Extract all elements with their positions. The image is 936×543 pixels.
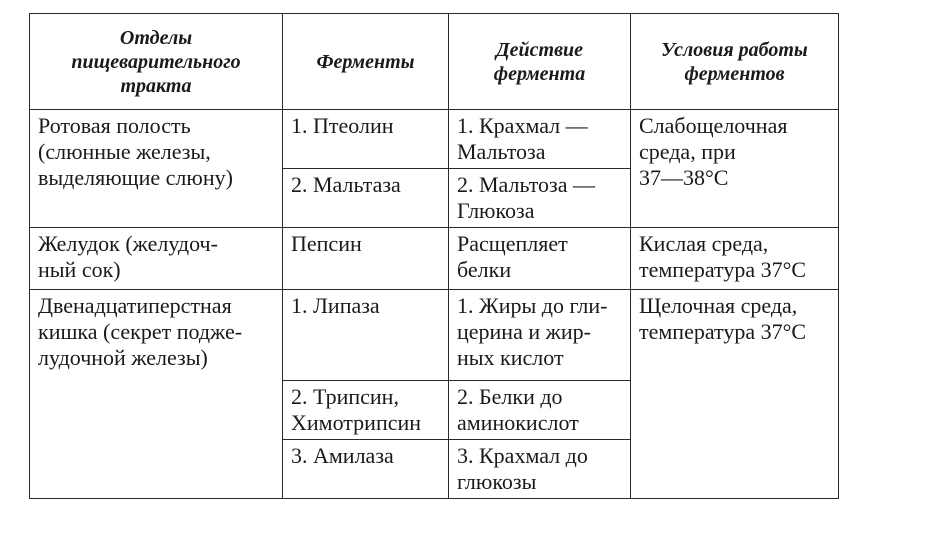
action-cell: 1. Жиры до гли- церина и жир- ных кислот bbox=[449, 290, 631, 381]
enzyme-cell: 2. Мальтаза bbox=[283, 169, 449, 228]
table-row bbox=[30, 290, 839, 381]
header-digestive-section: Отделы пищеварительного тракта bbox=[30, 14, 283, 110]
table-header-row bbox=[30, 14, 839, 110]
enzyme-cell: 2. Трипсин, Химотрипсин bbox=[283, 381, 449, 440]
header-enzymes: Ферменты bbox=[283, 14, 449, 110]
table-row bbox=[30, 110, 839, 169]
action-cell: 2. Мальтоза — Глюкоза bbox=[449, 169, 631, 228]
section-cell: Двенадцатиперстная кишка (секрет подже- лудочной железы) bbox=[30, 290, 283, 499]
enzyme-cell: 1. Липаза bbox=[283, 290, 449, 381]
conditions-cell: Щелочная среда, температура 37°С bbox=[631, 290, 839, 499]
enzyme-cell: 3. Амилаза bbox=[283, 440, 449, 499]
table-row bbox=[30, 228, 839, 290]
enzyme-cell: Пепсин bbox=[283, 228, 449, 290]
document-area bbox=[29, 13, 839, 499]
header-working-conditions: Условия работы ферментов bbox=[631, 14, 839, 110]
section-cell: Ротовая полость (слюнные железы, выделяющие слюну) bbox=[30, 110, 283, 228]
header-enzyme-action: Действие фермента bbox=[449, 14, 631, 110]
action-cell: 1. Крахмал — Мальтоза bbox=[449, 110, 631, 169]
enzyme-cell: 1. Птеолин bbox=[283, 110, 449, 169]
digestive-enzymes-table bbox=[29, 13, 839, 499]
action-cell: Расщепляет белки bbox=[449, 228, 631, 290]
action-cell: 3. Крахмал до глюкозы bbox=[449, 440, 631, 499]
section-cell: Желудок (желудоч- ный сок) bbox=[30, 228, 283, 290]
action-cell: 2. Белки до аминокислот bbox=[449, 381, 631, 440]
conditions-cell: Кислая среда, температура 37°С bbox=[631, 228, 839, 290]
conditions-cell: Слабощелочная среда, при 37—38°С bbox=[631, 110, 839, 228]
